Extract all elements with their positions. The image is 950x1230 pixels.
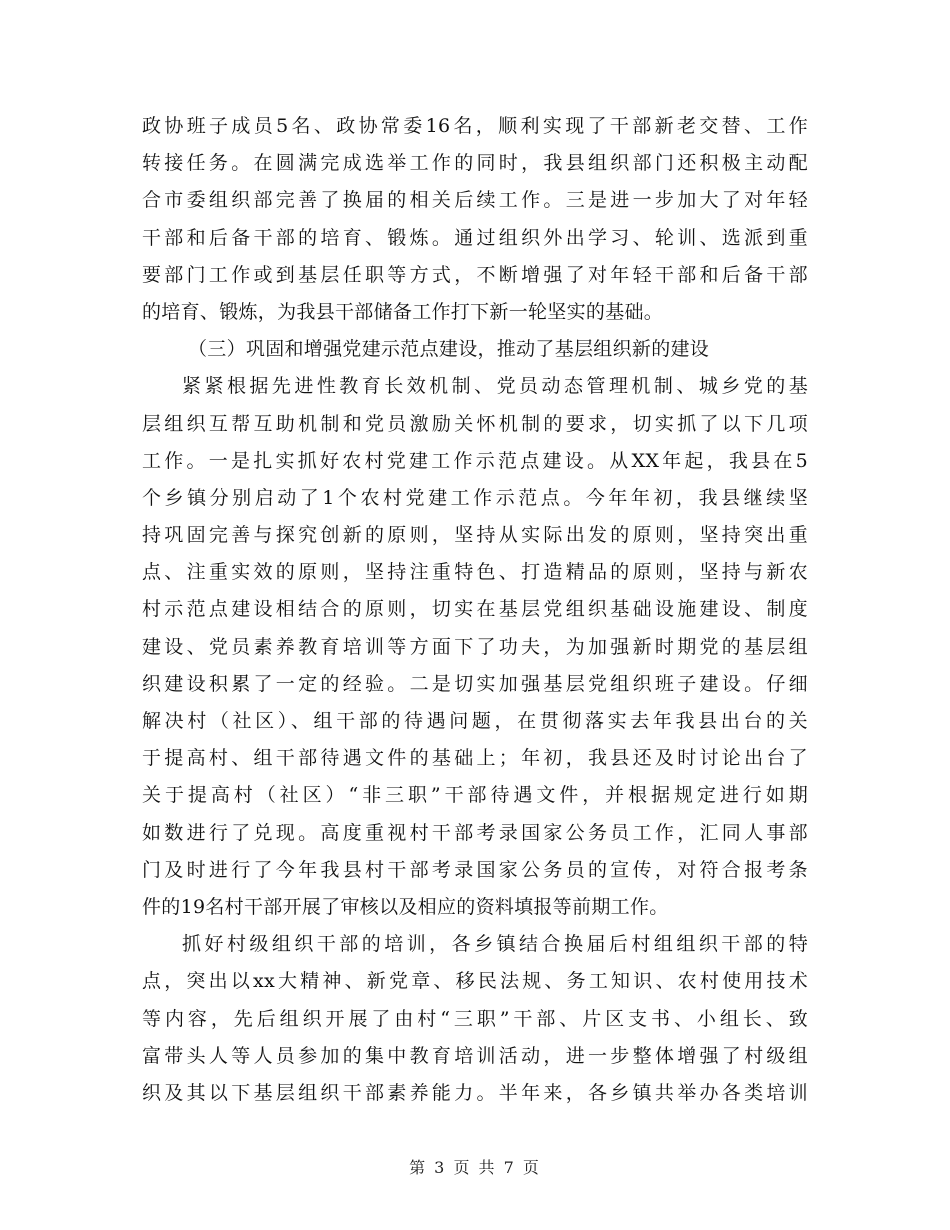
text-line: 工作。一是扎实抓好农村党建工作示范点建设。从XX年起，我县在5	[142, 449, 808, 472]
section-heading: （三）巩固和增强党建示范点建设，推动了基层组织新的建设	[188, 338, 710, 361]
text-line: 等内容，先后组织开展了由村“三职”干部、片区支书、小组长、致	[142, 1007, 808, 1030]
text-line: 于提高村、组干部待遇文件的基础上；年初，我县还及时讨论出台了	[142, 747, 808, 770]
text-line: 织建设积累了一定的经验。二是切实加强基层党组织班子建设。仔细	[142, 672, 808, 695]
text-line: 点，突出以xx大精神、新党章、移民法规、务工知识、农村使用技术	[142, 970, 808, 993]
text-line: 点、注重实效的原则，坚持注重特色、打造精品的原则，坚持与新农	[142, 561, 808, 584]
text-line: 解决村（社区）、组干部的待遇问题，在贯彻落实去年我县出台的关	[142, 710, 808, 732]
text-line: 转接任务。在圆满完成选举工作的同时，我县组织部门还积极主动配	[142, 152, 808, 175]
text-line: 件的19名村干部开展了审核以及相应的资料填报等前期工作。	[142, 895, 669, 918]
text-line: 关于提高村（社区）“非三职”干部待遇文件，并根据规定进行如期	[142, 784, 808, 807]
text-line: 村示范点建设相结合的原则，切实在基层党组织基础设施建设、制度	[142, 598, 808, 621]
text-line: 政协班子成员5名、政协常委16名，顺利实现了干部新老交替、工作	[142, 115, 808, 137]
text-line: 的培育、锻炼，为我县干部储备工作打下新一轮坚实的基础。	[142, 300, 664, 323]
text-line: 门及时进行了今年我县村干部考录国家公务员的宣传，对符合报考条	[142, 858, 808, 881]
text-line: 要部门工作或到基层任职等方式，不断增强了对年轻干部和后备干部	[142, 263, 808, 286]
text-line: 织及其以下基层组织干部素养能力。半年来，各乡镇共举办各类培训	[142, 1081, 808, 1104]
text-line: 持巩固完善与探究创新的原则，坚持从实际出发的原则，坚持突出重	[142, 524, 808, 547]
text-line: 富带头人等人员参加的集中教育培训活动，进一步整体增强了村级组	[142, 1044, 808, 1067]
text-line: 个乡镇分别启动了1个农村党建工作示范点。今年年初，我县继续坚	[142, 486, 808, 509]
text-line: 合市委组织部完善了换届的相关后续工作。三是进一步加大了对年轻	[142, 189, 808, 212]
text-line: 建设、党员素养教育培训等方面下了功夫，为加强新时期党的基层组	[142, 635, 808, 658]
page-number-footer: 第 3 页 共 7 页	[409, 1158, 541, 1177]
text-line: 如数进行了兑现。高度重视村干部考录国家公务员工作，汇同人事部	[142, 821, 808, 844]
text-line: 抓好村级组织干部的培训，各乡镇结合换届后村组组织干部的特	[182, 933, 808, 956]
body-text	[142, 108, 808, 1112]
text-line: 层组织互帮互助机制和党员激励关怀机制的要求，切实抓了以下几项	[142, 412, 808, 435]
text-line: 干部和后备干部的培育、锻炼。通过组织外出学习、轮训、选派到重	[142, 226, 808, 249]
text-line: 紧紧根据先进性教育长效机制、党员动态管理机制、城乡党的基	[182, 375, 808, 398]
